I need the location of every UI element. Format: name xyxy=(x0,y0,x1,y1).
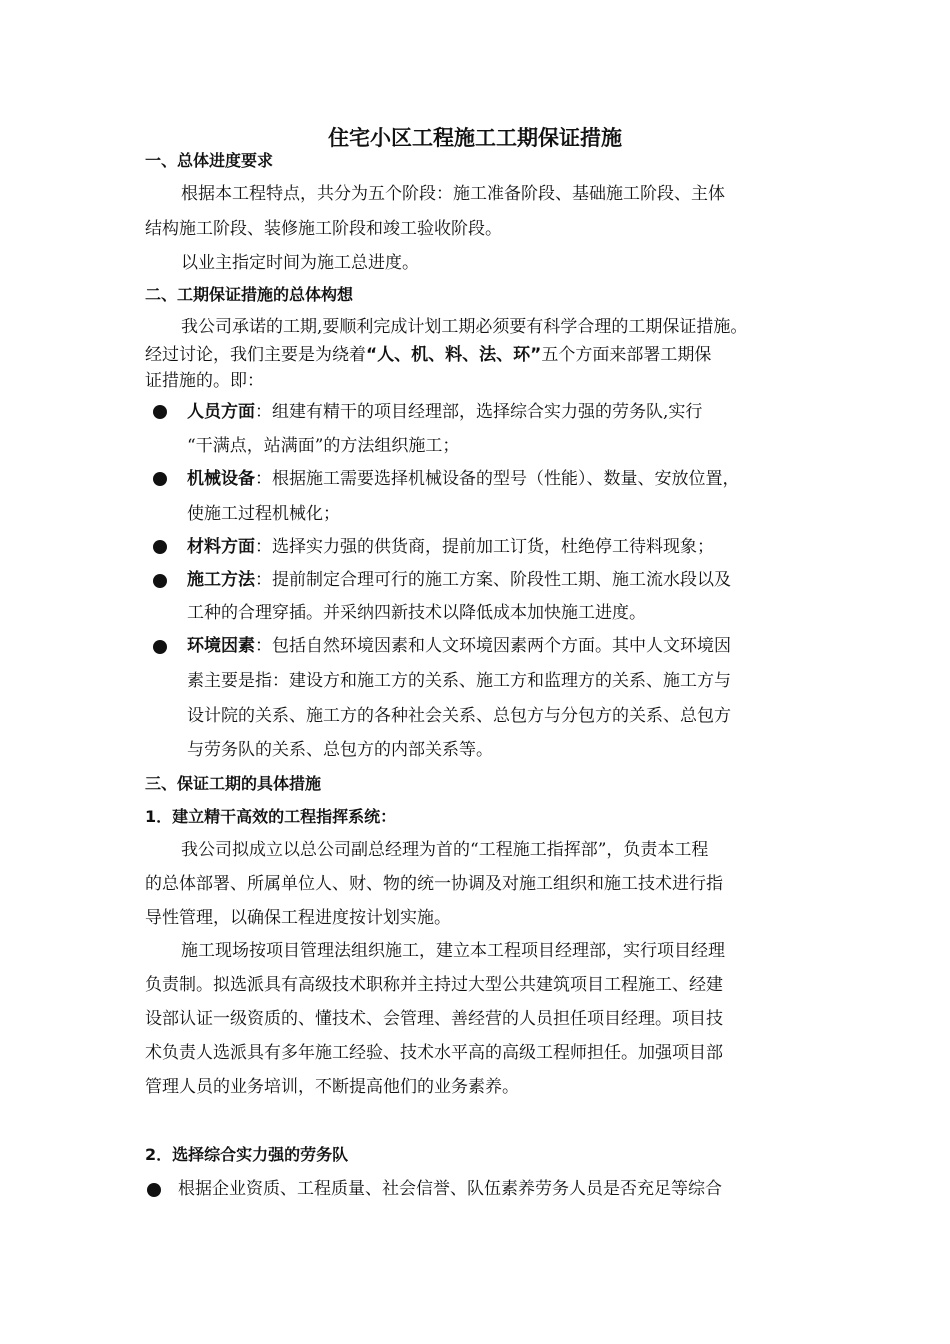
bullet-item-continuation: “干满点，站满面”的方法组织施工； xyxy=(187,436,460,456)
paragraph-line: 管理人员的业务培训，不断提高他们的业务素养。 xyxy=(145,1077,519,1097)
bullet-dot xyxy=(153,405,167,419)
paragraph-line: 我公司拟成立以总公司副总经理为首的“工程施工指挥部”，负责本工程 xyxy=(181,840,709,860)
bullet-item: 根据企业资质、工程质量、社会信誉、队伍素养劳务人员是否充足等综合 xyxy=(178,1179,722,1199)
bullet-item: 材料方面：选择实力强的供货商，提前加工订货，杜绝停工待料现象； xyxy=(187,537,714,557)
bullet-dot xyxy=(147,1183,161,1197)
bullet-item: 人员方面：组建有精干的项目经理部，选择综合实力强的劳务队,实行 xyxy=(187,402,703,422)
paragraph-line: 导性管理，以确保工程进度按计划实施。 xyxy=(145,908,451,928)
bullet-item-continuation: 设计院的关系、施工方的各种社会关系、总包方与分包方的关系、总包方 xyxy=(187,706,731,726)
section-2-heading: 二、工期保证措施的总体构想 xyxy=(145,285,354,304)
bullet-item-continuation: 素主要是指：建设方和施工方的关系、施工方和监理方的关系、施工方与 xyxy=(187,671,731,691)
bullet-dot xyxy=(153,540,167,554)
paragraph-line: 的总体部署、所属单位人、财、物的统一协调及对施工组织和施工技术进行指 xyxy=(145,874,723,894)
bullet-item-continuation: 使施工过程机械化； xyxy=(187,504,340,524)
bullet-dot xyxy=(153,472,167,486)
subsection-2-heading: 2．选择综合实力强的劳务队 xyxy=(145,1145,349,1164)
paragraph-line: 根据本工程特点，共分为五个阶段：施工准备阶段、基础施工阶段、主体 xyxy=(181,184,725,204)
paragraph-line: 以业主指定时间为施工总进度。 xyxy=(181,253,419,273)
section-1-heading: 一、总体进度要求 xyxy=(145,151,274,170)
document-title: 住宅小区工程施工工期保证措施 xyxy=(328,126,622,150)
five-aspects-emphasis: “人、机、料、法、环” xyxy=(366,345,542,365)
bullet-item: 施工方法：提前制定合理可行的施工方案、阶段性工期、施工流水段以及 xyxy=(187,570,731,590)
paragraph-line: 经过讨论，我们主要是为绕着“人、机、料、法、环”五个方面来部署工期保 xyxy=(145,345,712,365)
bullet-dot xyxy=(153,574,167,588)
paragraph-line: 设部认证一级资质的、懂技术、会管理、善经营的人员担任项目经理。项目技 xyxy=(145,1009,723,1029)
bullet-item: 环境因素：包括自然环境因素和人文环境因素两个方面。其中人文环境因 xyxy=(187,636,731,656)
paragraph-line: 证措施的。即： xyxy=(145,371,264,391)
paragraph-line: 施工现场按项目管理法组织施工，建立本工程项目经理部，实行项目经理 xyxy=(181,941,725,961)
paragraph-line: 我公司承诺的工期,要顺利完成计划工期必须要有科学合理的工期保证措施。 xyxy=(181,317,748,337)
section-3-heading: 三、保证工期的具体措施 xyxy=(145,774,322,793)
bullet-item: 机械设备：根据施工需要选择机械设备的型号（性能）、数量、安放位置， xyxy=(187,469,740,489)
bullet-item-continuation: 与劳务队的关系、总包方的内部关系等。 xyxy=(187,740,493,760)
bullet-dot xyxy=(153,640,167,654)
bullet-item-continuation: 工种的合理穿插。并采纳四新技术以降低成本加快施工进度。 xyxy=(187,603,646,623)
paragraph-line: 负责制。拟选派具有高级技术职称并主持过大型公共建筑项目工程施工、经建 xyxy=(145,975,723,995)
paragraph-line: 结构施工阶段、装修施工阶段和竣工验收阶段。 xyxy=(145,219,502,239)
subsection-1-heading: 1．建立精干高效的工程指挥系统： xyxy=(145,807,397,826)
paragraph-line: 术负责人选派具有多年施工经验、技术水平高的高级工程师担任。加强项目部 xyxy=(145,1043,723,1063)
